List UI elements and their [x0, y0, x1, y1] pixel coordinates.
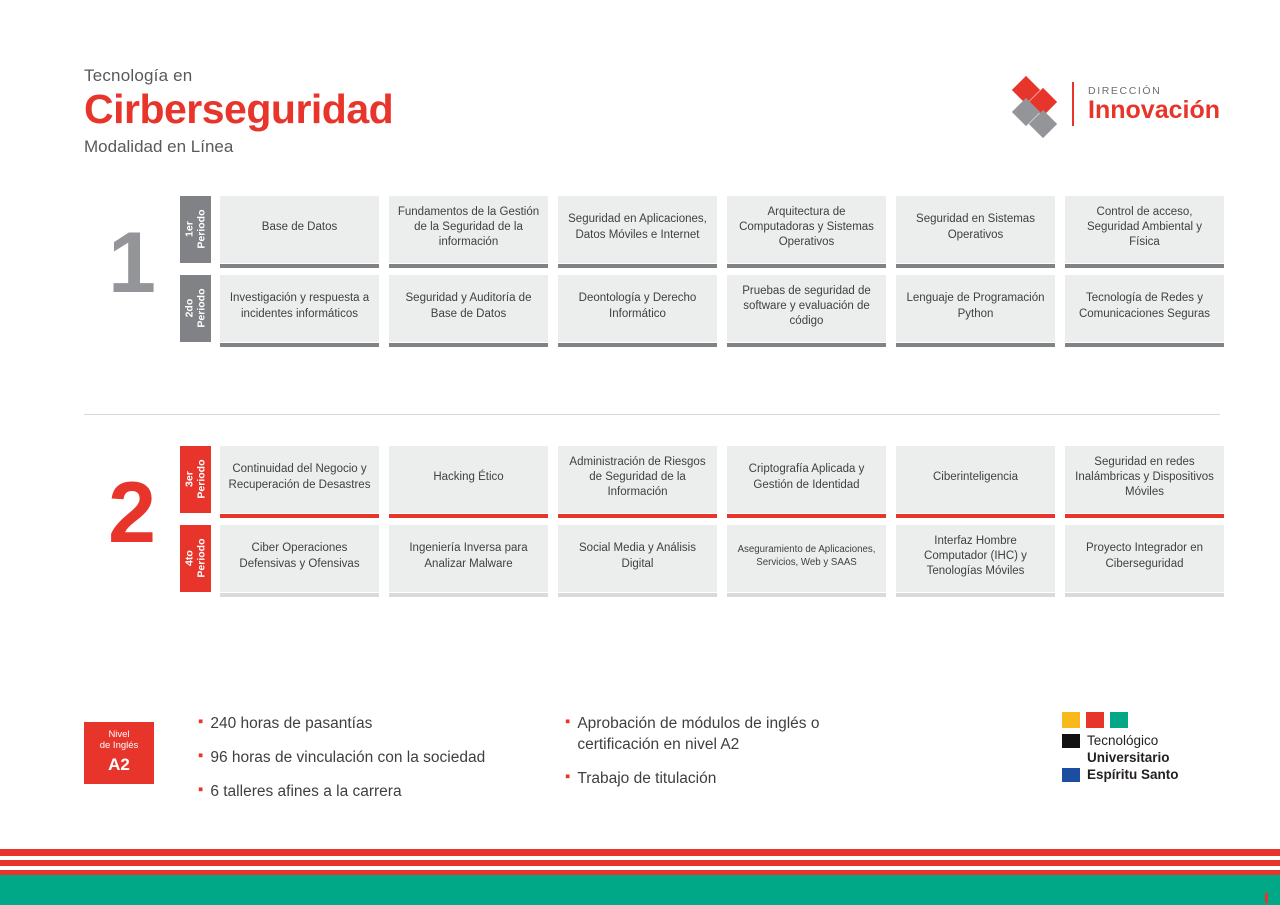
course-title: Deontología y Derecho Informático: [578, 292, 697, 320]
course-card[interactable]: [727, 196, 886, 263]
course-card[interactable]: [558, 525, 717, 592]
year-block-1: [84, 196, 1224, 346]
square-blue-icon: [1062, 768, 1080, 782]
course-card[interactable]: [220, 446, 379, 513]
course-card-list: [220, 525, 1224, 592]
period-tag-line2: Periodo: [195, 459, 208, 500]
square-red-icon: [1086, 712, 1104, 728]
logo-line-2: Innovación: [1088, 96, 1220, 124]
course-title: Seguridad en Sistemas Operativos: [916, 213, 1035, 241]
course-card[interactable]: [1065, 196, 1224, 263]
badge-line-1: Nivel: [108, 729, 130, 740]
course-card[interactable]: [220, 275, 379, 342]
course-card[interactable]: [558, 196, 717, 263]
square-black-icon: [1062, 734, 1080, 748]
stripe-red-1: [0, 849, 1280, 856]
course-title: Investigación y respuesta a incidentes informáticos: [229, 292, 370, 320]
logo-text: [1088, 85, 1220, 123]
course-title: Continuidad del Negocio y Recuperación de Desastres: [228, 463, 371, 491]
period-tag-4to: [180, 525, 211, 592]
institution-text: Universitario: [1087, 750, 1170, 766]
innovation-logo: [1002, 78, 1220, 130]
course-card[interactable]: [220, 196, 379, 263]
period-tag-line1: 4to: [183, 550, 196, 567]
course-title: Criptografía Aplicada y Gestión de Identidad: [748, 463, 865, 491]
course-title: Interfaz Hombre Computador (IHC) y Tenologías Móviles: [924, 534, 1027, 578]
course-title: Control de acceso, Seguridad Ambiental y Física: [1086, 205, 1203, 249]
period-tag-line2: Periodo: [195, 538, 208, 579]
period-tag-line1: 3er: [183, 471, 196, 488]
requirement-text: 6 talleres afines a la carrera: [210, 782, 402, 800]
requirements-list-left: [198, 714, 548, 816]
requirement-text: Aprobación de módulos de inglés o certificación en nivel A2: [577, 715, 820, 753]
requirements-list-right: [565, 714, 895, 803]
period-tag-line1: 2do: [183, 299, 196, 318]
course-title: Seguridad en Aplicaciones, Datos Móviles e Internet: [568, 213, 707, 241]
list-item: [198, 782, 548, 803]
bullet-dot-icon: ▪: [198, 713, 204, 730]
logo-line-1: DIRECCIÓN: [1088, 85, 1162, 97]
course-card[interactable]: [896, 196, 1055, 263]
list-item: [198, 714, 548, 735]
requirement-text: 240 horas de pasantías: [210, 715, 373, 732]
course-card[interactable]: [389, 525, 548, 592]
period-tag-1er: [180, 196, 211, 263]
course-card[interactable]: [727, 275, 886, 342]
list-item: [198, 748, 548, 769]
period-row-3: [180, 446, 1224, 513]
badge-line-2: de Inglés: [99, 739, 139, 751]
square-yellow-icon: [1062, 712, 1080, 728]
course-title: Ciberinteligencia: [932, 470, 1019, 483]
requirement-text: Trabajo de titulación: [577, 769, 717, 787]
course-card[interactable]: [558, 275, 717, 342]
course-title: Ingeniería Inversa para Analizar Malware: [409, 542, 528, 570]
stripe-green: [0, 875, 1280, 905]
course-title: Aseguramiento de Aplicaciones, Servicios, Web y SAAS: [737, 543, 876, 568]
period-tag-line2: Periodo: [195, 288, 208, 329]
period-tag-line1: 1er: [183, 221, 196, 238]
course-card[interactable]: [389, 275, 548, 342]
section-divider: [84, 414, 1220, 415]
badge-level: A2: [108, 754, 130, 774]
course-card[interactable]: [389, 446, 548, 513]
year-block-2: [84, 446, 1224, 596]
course-card[interactable]: [389, 196, 548, 263]
period-row-2: [180, 275, 1224, 342]
diamonds-icon: [1002, 78, 1058, 130]
list-item: [565, 769, 895, 790]
period-tag-line2: Periodo: [195, 209, 208, 250]
footer-stripes: [0, 849, 1280, 905]
program-prefix: Tecnología en: [84, 66, 193, 85]
course-title: Social Media y Análisis Digital: [579, 542, 696, 570]
course-card[interactable]: [896, 525, 1055, 592]
institution-line-3: [1062, 768, 1222, 782]
course-card-list: [220, 275, 1224, 342]
institution-line-1: [1062, 734, 1222, 748]
stripe-tick-icon: [1265, 893, 1268, 903]
period-tag-2do: [180, 275, 211, 342]
course-card[interactable]: [896, 446, 1055, 513]
course-title: Pruebas de seguridad de software y evaluación de código: [742, 284, 871, 328]
period-row-1: [180, 196, 1224, 263]
course-title: Seguridad y Auditoría de Base de Datos: [405, 292, 532, 320]
course-card[interactable]: [727, 525, 886, 592]
institution-text: Espíritu Santo: [1087, 767, 1179, 783]
bullet-dot-icon: ▪: [198, 746, 204, 764]
bullet-dot-icon: ▪: [565, 767, 571, 785]
course-title: Ciber Operaciones Defensivas y Ofensivas: [239, 542, 360, 570]
bullet-dot-icon: ▪: [565, 713, 571, 730]
bullet-dot-icon: ▪: [198, 780, 204, 798]
list-item: [565, 714, 895, 756]
course-card[interactable]: [896, 275, 1055, 342]
institution-line-2: [1062, 751, 1222, 765]
course-title: Arquitectura de Computadoras y Sistemas Operativos: [739, 205, 874, 249]
period-tag-3er: [180, 446, 211, 513]
course-title: Base de Datos: [261, 220, 338, 233]
course-title: Seguridad en redes Inalámbricas y Dispositivos Móviles: [1075, 455, 1214, 499]
course-title: Hacking Ético: [433, 470, 504, 483]
course-card-list: [220, 196, 1224, 263]
course-title: Administración de Riesgos de Seguridad de la Información: [569, 455, 706, 499]
program-modality: Modalidad en Línea: [84, 137, 234, 157]
course-card-list: [220, 446, 1224, 513]
institution-text: Tecnológico: [1087, 733, 1159, 748]
course-card[interactable]: [1065, 275, 1224, 342]
course-title: Proyecto Integrador en Ciberseguridad: [1086, 542, 1203, 570]
period-row-4: [180, 525, 1224, 592]
institution-logo: [1062, 712, 1222, 783]
requirement-text: 96 horas de vinculación con la sociedad: [210, 748, 486, 766]
course-card[interactable]: [727, 446, 886, 513]
logo-divider: [1072, 82, 1074, 126]
year-number-2: 2: [108, 465, 156, 561]
square-green-icon: [1110, 712, 1128, 728]
course-card[interactable]: [1065, 446, 1224, 513]
course-title: Lenguaje de Programación Python: [906, 292, 1045, 320]
page-title: Cirberseguridad: [84, 86, 394, 132]
course-card[interactable]: [1065, 525, 1224, 592]
course-card[interactable]: [558, 446, 717, 513]
course-title: Tecnología de Redes y Comunicaciones Seguras: [1078, 292, 1211, 320]
square-spacer-icon: [1062, 751, 1080, 765]
english-level-badge: [84, 722, 154, 784]
course-card[interactable]: [220, 525, 379, 592]
year-number-1: 1: [108, 215, 156, 311]
logo-squares: [1062, 712, 1222, 728]
course-title: Fundamentos de la Gestión de la Seguridad de la información: [397, 205, 540, 249]
